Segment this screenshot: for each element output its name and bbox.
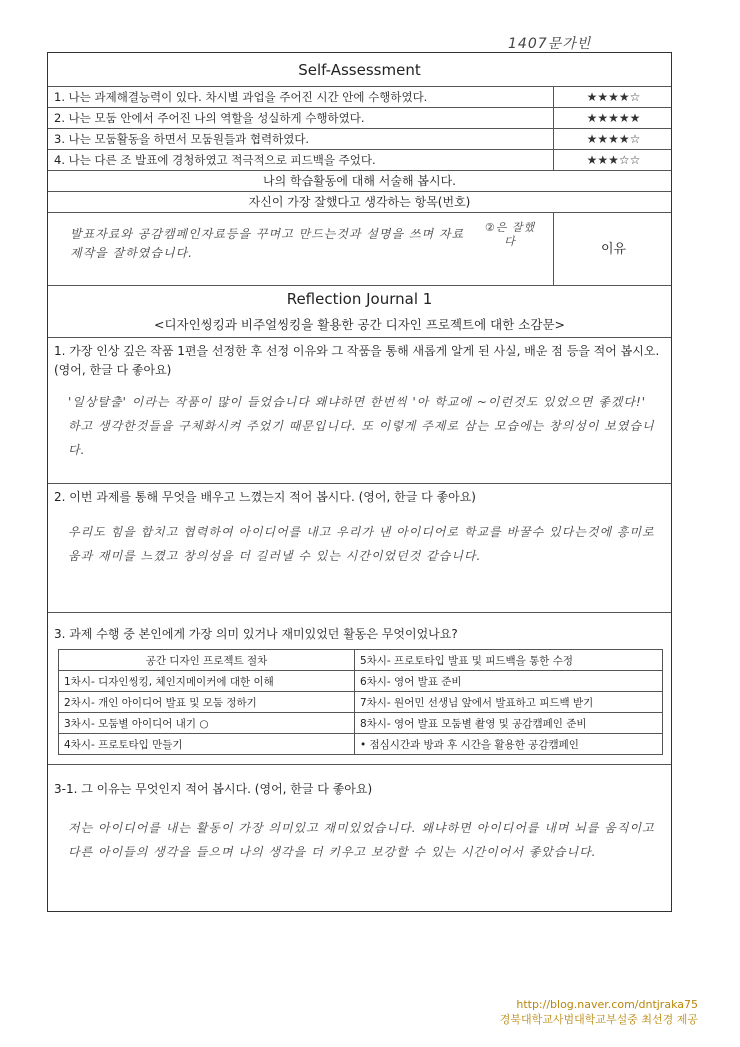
assessment-item-text: 2. 나는 모둠 안에서 주어진 나의 역할을 성실하게 수행하였다. xyxy=(54,111,365,125)
best-item-number: ②은 잘했다 xyxy=(484,221,536,248)
table-row xyxy=(59,671,663,692)
table-cell: 7차시- 원어민 선생님 앞에서 발표하고 피드백 받기 xyxy=(354,692,662,713)
assessment-item-text: 1. 나는 과제해결능력이 있다. 차시별 과업을 주어진 시간 안에 수행하였다. xyxy=(54,90,428,104)
self-assessment-title: Self-Assessment xyxy=(48,53,671,87)
reason-label: 이유 xyxy=(553,213,673,285)
table-row xyxy=(59,734,663,755)
table-cell: 8차시- 영어 발표 모둠별 촬영 및 공감캠페인 준비 xyxy=(354,713,662,734)
assessment-item xyxy=(48,150,671,171)
answer-1: '일상탈출' 이라는 작품이 많이 들었습니다 왜냐하면 한번씩 '아 학교에 ~이런것도 있었으면 좋겠다!' 하고 생각한것들을 구체화시켜 주었기 때문입니다. 또 이렇게 주제로 삼는 모습에는 창의성이 보였습니다. xyxy=(68,395,655,457)
table-cell: 1차시- 디자인씽킹, 체인지메이커에 대한 이해 xyxy=(59,671,355,692)
table-cell: 6차시- 영어 발표 준비 xyxy=(354,671,662,692)
question-1: 1. 가장 인상 깊은 작품 1편을 선정한 후 선정 이유와 그 작품을 통해 새롭게 알게 된 사실, 배운 점 등을 적어 봅시오. (영어, 한글 다 좋아요) xyxy=(54,344,660,377)
star-rating: ★★★★★ xyxy=(553,108,673,128)
assessment-item xyxy=(48,108,671,129)
footer-url: http://blog.naver.com/dntjraka75 xyxy=(516,998,698,1011)
describe-label: 나의 학습활동에 대해 서술해 봅시다. xyxy=(48,171,671,192)
answer-3-1: 저는 아이디어를 내는 활동이 가장 의미있고 재미있었습니다. 왜냐하면 아이디어를 내며 뇌를 움직이고 다른 아이들의 생각을 들으며 나의 생각을 더 키우고 보강할 수 있는 시간이어서 좋았습니다. xyxy=(68,821,655,859)
section-divider xyxy=(48,764,671,765)
assessment-item-text: 3. 나는 모둠활동을 하면서 모둠원들과 협력하였다. xyxy=(54,132,310,146)
handwritten-answer: 발표자료와 공감캠페인자료등을 꾸며고 만드는것과 설명을 쓰며 자료제작을 잘하였습니다. xyxy=(70,227,465,260)
table-cell: 2차시- 개인 아이디어 발표 및 모둠 정하기 xyxy=(59,692,355,713)
question-3-1: 3-1. 그 이유는 무엇인지 적어 봅시다. (영어, 한글 다 좋아요) xyxy=(54,782,373,796)
assessment-item xyxy=(48,87,671,108)
star-rating: ★★★☆☆ xyxy=(553,150,673,170)
footer-credit xyxy=(500,997,698,1027)
table-row xyxy=(59,713,663,734)
student-name-tag: 1407문가빈 xyxy=(508,36,592,52)
footer-author: 경북대학교사범대학교부설중 최선경 제공 xyxy=(499,1013,698,1026)
assessment-item-text: 4. 나는 다른 조 발표에 경청하였고 적극적으로 피드백을 주었다. xyxy=(54,153,376,167)
table-row xyxy=(59,650,663,671)
question-2: 2. 이번 과제를 통해 무엇을 배우고 느꼈는지 적어 봅시다. (영어, 한글 다 좋아요) xyxy=(54,490,476,504)
question-2-section xyxy=(48,484,671,613)
question-1-section xyxy=(48,338,671,484)
table-cell: 4차시- 프로토타입 만들기 xyxy=(59,734,355,755)
table-row xyxy=(59,692,663,713)
table-cell: 공간 디자인 프로젝트 절차 xyxy=(59,650,355,671)
table-cell: 3차시- 모둠별 아이디어 내기 ○ xyxy=(59,713,355,734)
worksheet xyxy=(47,52,672,912)
assessment-item xyxy=(48,129,671,150)
reflection-header xyxy=(48,286,671,338)
star-rating: ★★★★☆ xyxy=(553,129,673,149)
answer-2: 우리도 힘을 합치고 협력하여 아이디어를 내고 우리가 낸 아이디어로 학교를 바꿀수 있다는것에 흥미로움과 재미를 느꼈고 창의성을 더 길러낼 수 있는 시간이었던것 같습니다. xyxy=(68,525,655,563)
star-rating: ★★★★☆ xyxy=(553,87,673,107)
project-steps-table xyxy=(58,649,663,755)
question-3: 3. 과제 수행 중 본인에게 가장 의미 있거나 재미있었던 활동은 무엇이었나요? xyxy=(54,627,458,641)
self-assessment-answer xyxy=(48,213,671,286)
table-cell: 5차시- 프로토타입 발표 및 피드백을 통한 수정 xyxy=(354,650,662,671)
table-cell: • 점심시간과 방과 후 시간을 활용한 공감캠페인 xyxy=(354,734,662,755)
reflection-title: Reflection Journal 1 xyxy=(286,290,433,308)
best-item-label: 자신이 가장 잘했다고 생각하는 항목(번호) xyxy=(48,192,671,213)
reflection-subtitle: <디자인씽킹과 비주얼씽킹을 활용한 공간 디자인 프로젝트에 대한 소감문> xyxy=(153,317,565,332)
